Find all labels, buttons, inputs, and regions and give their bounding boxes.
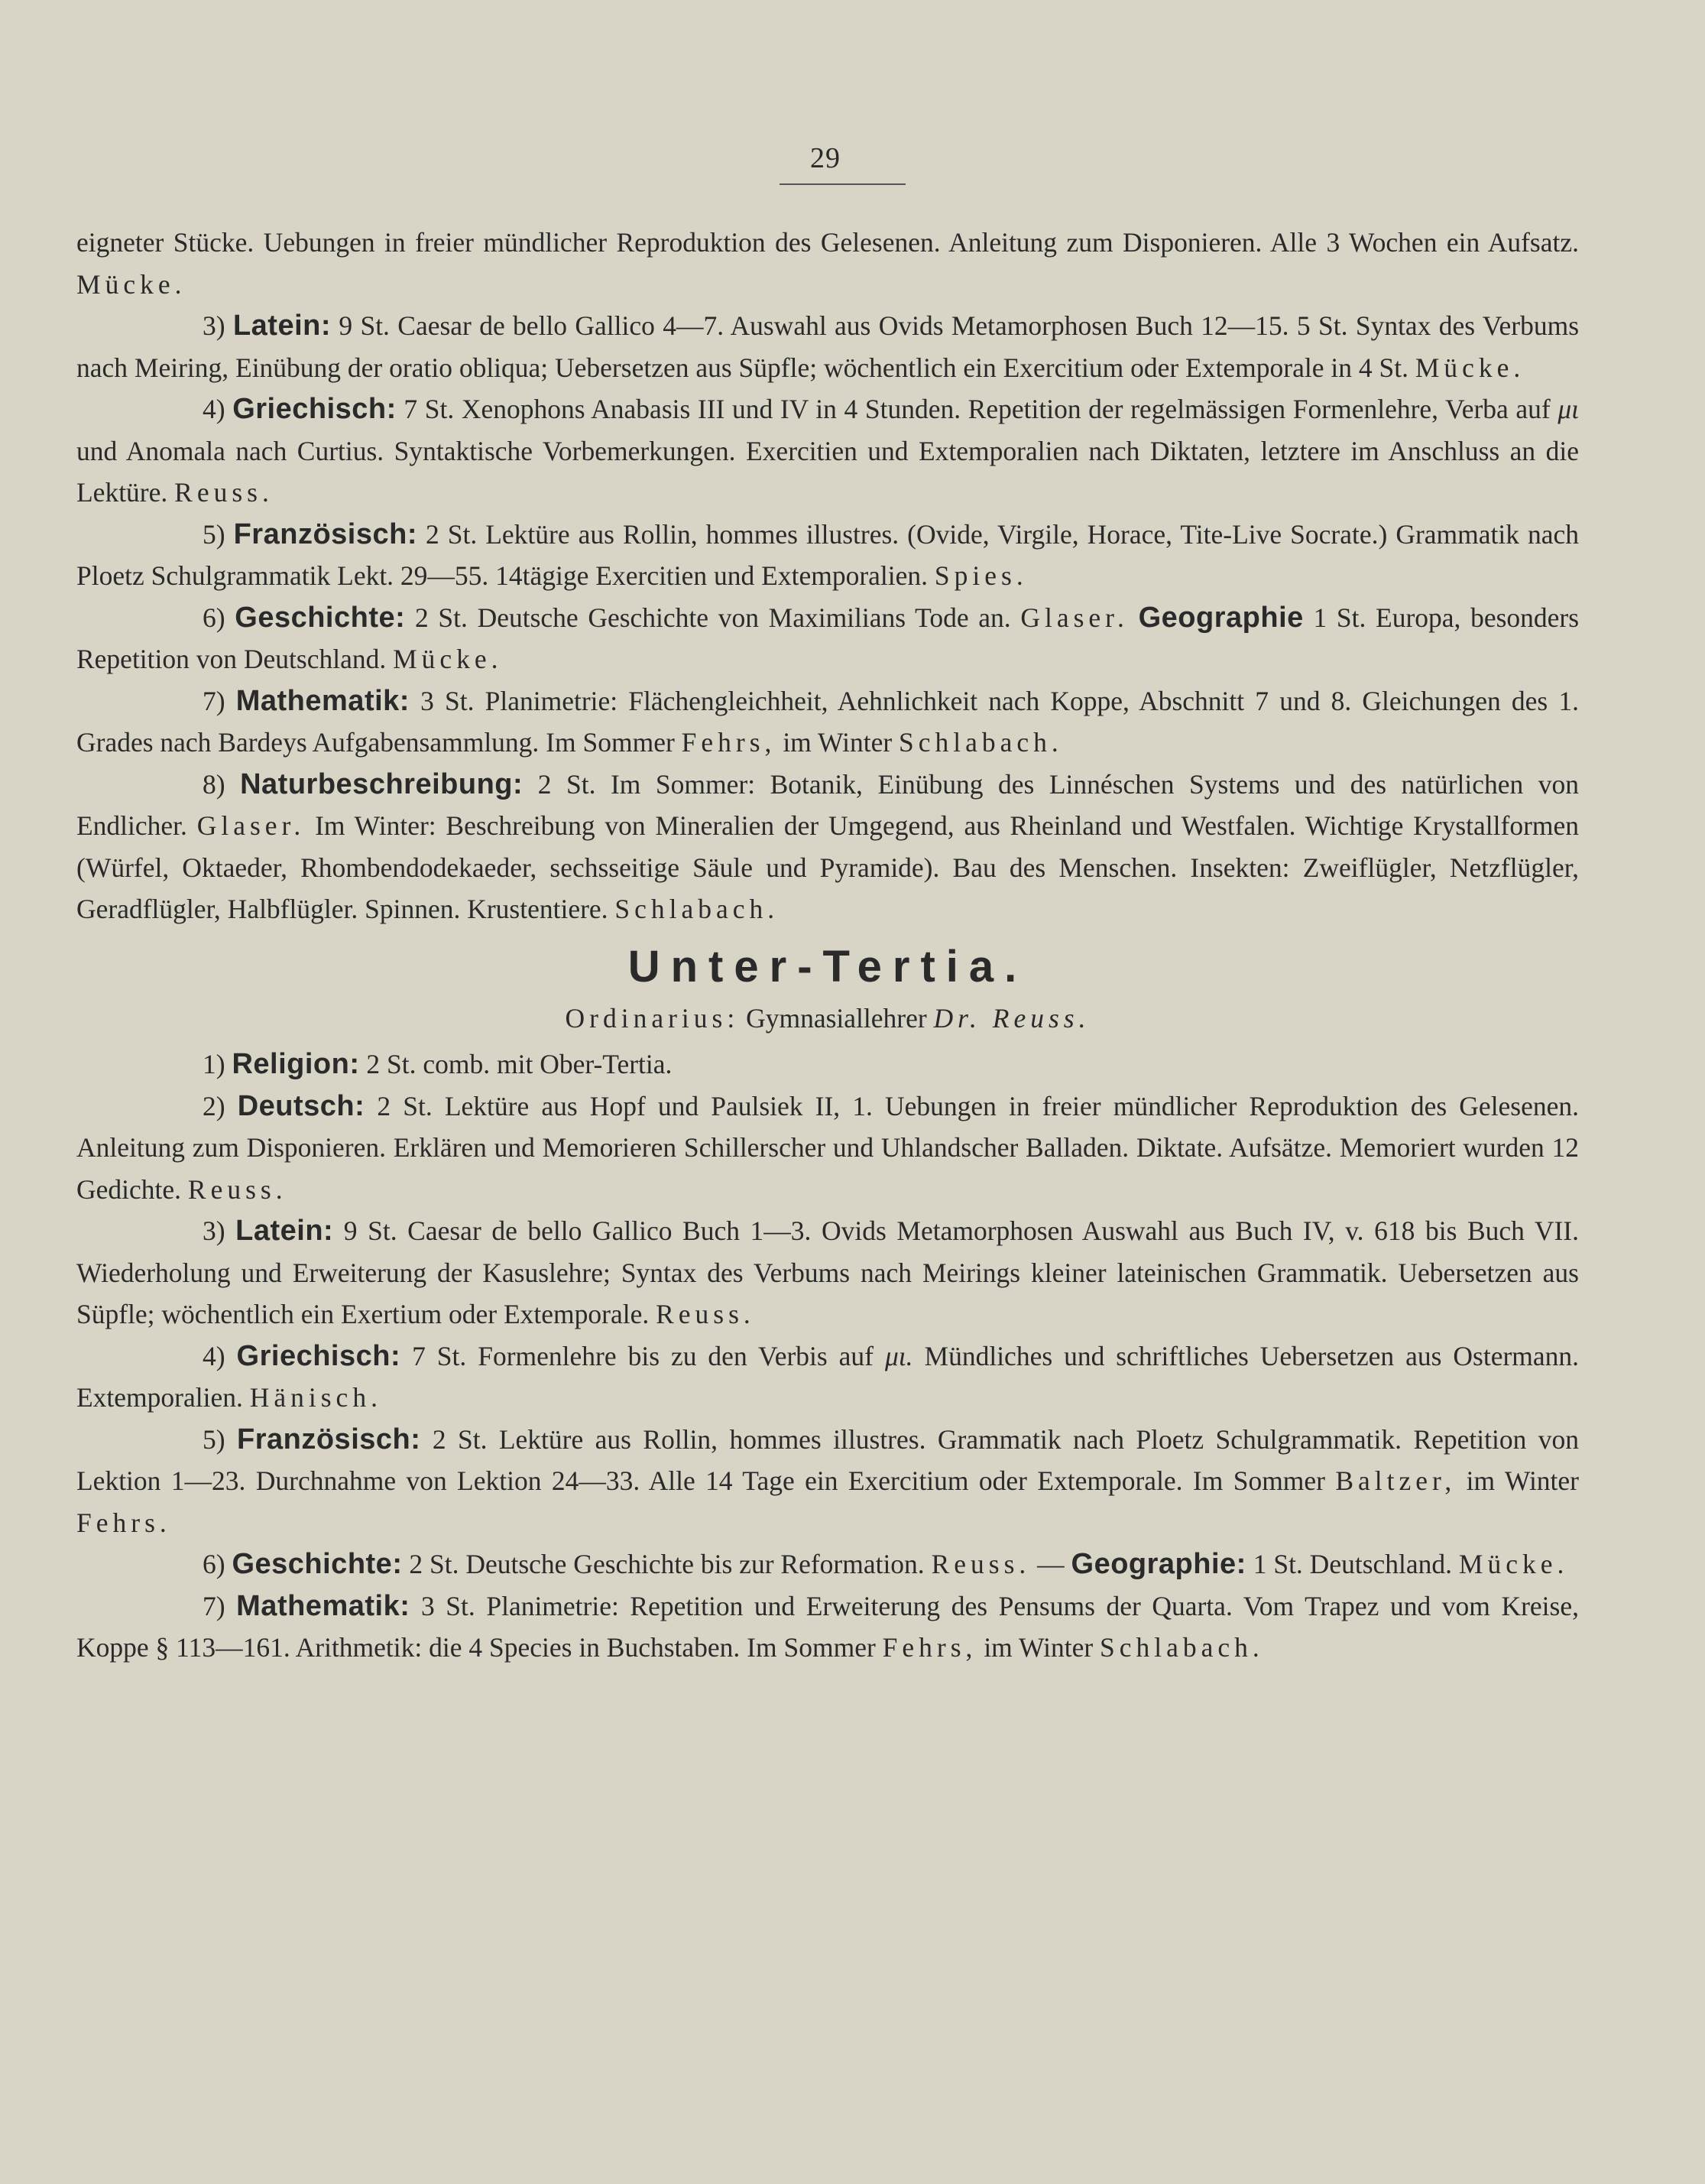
paragraph-griechisch: 4) Griechisch: 7 St. Xenophons Anabasis III und IV in 4 Stunden. Repetition der regelmässigen Formenlehre, Verba auf μι und Anomala nach Curtius. Syntaktische Vorbemerkungen. Exercitien und Extemporalien nach Diktaten, letztere im Anschluss an die Lektüre. Reuss. [76,393,1580,508]
teacher-name: Reuss. [174,477,274,508]
subject-heading: Deutsch: [237,1089,365,1122]
subject-heading: Geographie [1138,601,1304,634]
subject-heading: Geographie: [1071,1548,1246,1580]
teacher-name: Spies. [934,560,1028,591]
paragraph-naturbeschreibung: 8) Naturbeschreibung: 2 St. Im Sommer: Botanik, Einübung des Linnéschen Systems und des natürlichen von Endlicher. Glaser. Im Winter: Beschreibung von Mineralien der Umgegend, aus Rheinland und Westfalen. Wichtige Krystallformen (Würfel, Oktaeder, Rhombendodekaeder, sechsseitige Säule und Pyramide). Bau des Menschen. Insekten: Zweiflügler, Netzflügler, Geradflügler, Halbflügler. Spinnen. Krustentiere. Schlabach. [76,767,1580,924]
subject-heading: Französisch: [233,518,417,550]
page-body [76,222,1579,1669]
teacher-name: Glaser. [196,810,306,841]
paragraph-franzoesisch: 5) Französisch: 2 St. Lektüre aus Rollin, hommes illustres. (Ovide, Virgile, Horace, Tite-Live Socrate.) Grammatik nach Ploetz Schulgrammatik Lekt. 29—55. 14tägige Exercitien und Extemporalien. Spies. [76,518,1580,591]
teacher-name: Hänisch. [249,1382,382,1413]
subject-heading: Naturbeschreibung: [240,767,523,800]
teacher-name: Schlabach. [614,894,780,924]
greek-term: μι [1558,394,1580,424]
subject-heading: Geschichte: [232,1548,403,1580]
greek-term: μι. [884,1340,913,1371]
subject-heading: Griechisch: [232,393,397,425]
subject-heading: Latein: [235,1215,334,1247]
teacher-name: Mücke. [1458,1549,1569,1579]
teacher-name: Reuss. [656,1299,755,1329]
teacher-name: Baltzer, [1335,1465,1457,1496]
paragraph-latein: 3) Latein: 9 St. Caesar de bello Gallico 4—7. Auswahl aus Ovids Metamorphosen Buch 12—15. 5 St. Syntax des Verbums nach Meiring, Einübung der oratio obliqua; Uebersetzen aus Süpfle; wöchentlich ein Exercitium oder Extemporale in 4 St. Mücke. [76,310,1580,383]
teacher-name: Reuss. [931,1549,1031,1579]
subject-heading: Französisch: [237,1423,421,1455]
section-ordinarius: Ordinarius: Gymnasiallehrer Dr. Reuss. [565,1002,1091,1034]
paragraph-geschichte: 6) Geschichte: 2 St. Deutsche Geschichte von Maximilians Tode an. Glaser. Geographie 1 St. Europa, besonders Repetition von Deutschland. Mücke. [76,601,1580,674]
teacher-name: Reuss. [187,1173,287,1205]
teacher-name: Glaser. [1020,602,1129,633]
paragraph-griechisch-2: 4) Griechisch: 7 St. Formenlehre bis zu den Verbis auf μι. Mündliches und schriftliches Uebersetzen aus Ostermann. Extemporalien. Hänisch. [76,1339,1580,1413]
subject-heading: Mathematik: [235,684,410,717]
paragraph-mathematik-2: 7) Mathematik: 3 St. Planimetrie: Repetition und Erweiterung des Pensums der Quarta. Vom Trapez und vom Kreise, Koppe § 113—161. Arithmetik: die 4 Species in Buchstaben. Im Sommer Fehrs, im Winter Schlabach. [76,1589,1579,1663]
subject-heading: Geschichte: [235,601,406,634]
teacher-name: Schlabach. [1100,1632,1264,1663]
teacher-name: Fehrs, [882,1632,977,1663]
paragraph-latein-2: 3) Latein: 9 St. Caesar de bello Gallico Buch 1—3. Ovids Metamorphosen Auswahl aus Buch IV, v. 618 bis Buch VII. Wiederholung und Erweiterung der Kasuslehre; Syntax des Verbums nach Meirings kleiner lateinischen Grammatik. Uebersetzen aus Süpfle; wöchentlich ein Exertium oder Extemporale. Reuss. [76,1215,1579,1329]
teacher-name: Fehrs. [76,1507,171,1538]
paragraph-deutsch: 2) Deutsch: 2 St. Lektüre aus Hopf und Paulsiek II, 1. Uebungen in freier mündlicher Reproduktion des Gelesenen. Anleitung zum Disponieren. Erklären und Memorieren Schillerscher und Uhlandscher Balladen. Diktate. Aufsätze. Memoriert wurden 12 Gedichte. Reuss. [76,1089,1580,1205]
paragraph-religion: 1) Religion: 2 St. comb. mit Ober-Tertia. [203,1048,673,1080]
page-number: 29 [810,142,841,174]
section-title: Unter-Tertia. [627,941,1028,991]
paragraph-franzoesisch-2: 5) Französisch: 2 St. Lektüre aus Rollin, hommes illustres. Grammatik nach Ploetz Schulgrammatik. Repetition von Lektion 1—23. Durchnahme von Lektion 24—33. Alle 14 Tage ein Exercitium oder Extemporale. Im Sommer Baltzer, im Winter Fehrs. [76,1423,1580,1538]
subject-heading: Latein: [232,310,331,342]
teacher-name: Fehrs, [681,727,776,758]
paragraph-geschichte-2: 6) Geschichte: 2 St. Deutsche Geschichte bis zur Reformation. Reuss. — Geographie: 1 St. Deutschland. Mücke. [203,1548,1569,1580]
subject-heading: Religion: [232,1048,360,1080]
page-number-rule [780,183,906,185]
paragraph-deutsch-continued: eigneter Stücke. Uebungen in freier mündlicher Reproduktion des Gelesenen. Anleitung zum Disponieren. Alle 3 Wochen ein Aufsatz. Mücke. [76,227,1579,300]
teacher-name: Dr. Reuss. [933,1002,1091,1034]
teacher-name: Mücke. [1415,352,1525,383]
teacher-name: Schlabach. [899,727,1063,758]
teacher-name: Mücke. [393,644,503,674]
paragraph-mathematik: 7) Mathematik: 3 St. Planimetrie: Flächengleichheit, Aehnlichkeit nach Koppe, Abschnitt 7 und 8. Gleichungen des 1. Grades nach Bardeys Aufgabensammlung. Im Sommer Fehrs, im Winter Schlabach. [76,684,1580,758]
teacher-name: Mücke. [76,268,186,300]
subject-heading: Griechisch: [236,1339,401,1372]
subject-heading: Mathematik: [236,1589,410,1622]
